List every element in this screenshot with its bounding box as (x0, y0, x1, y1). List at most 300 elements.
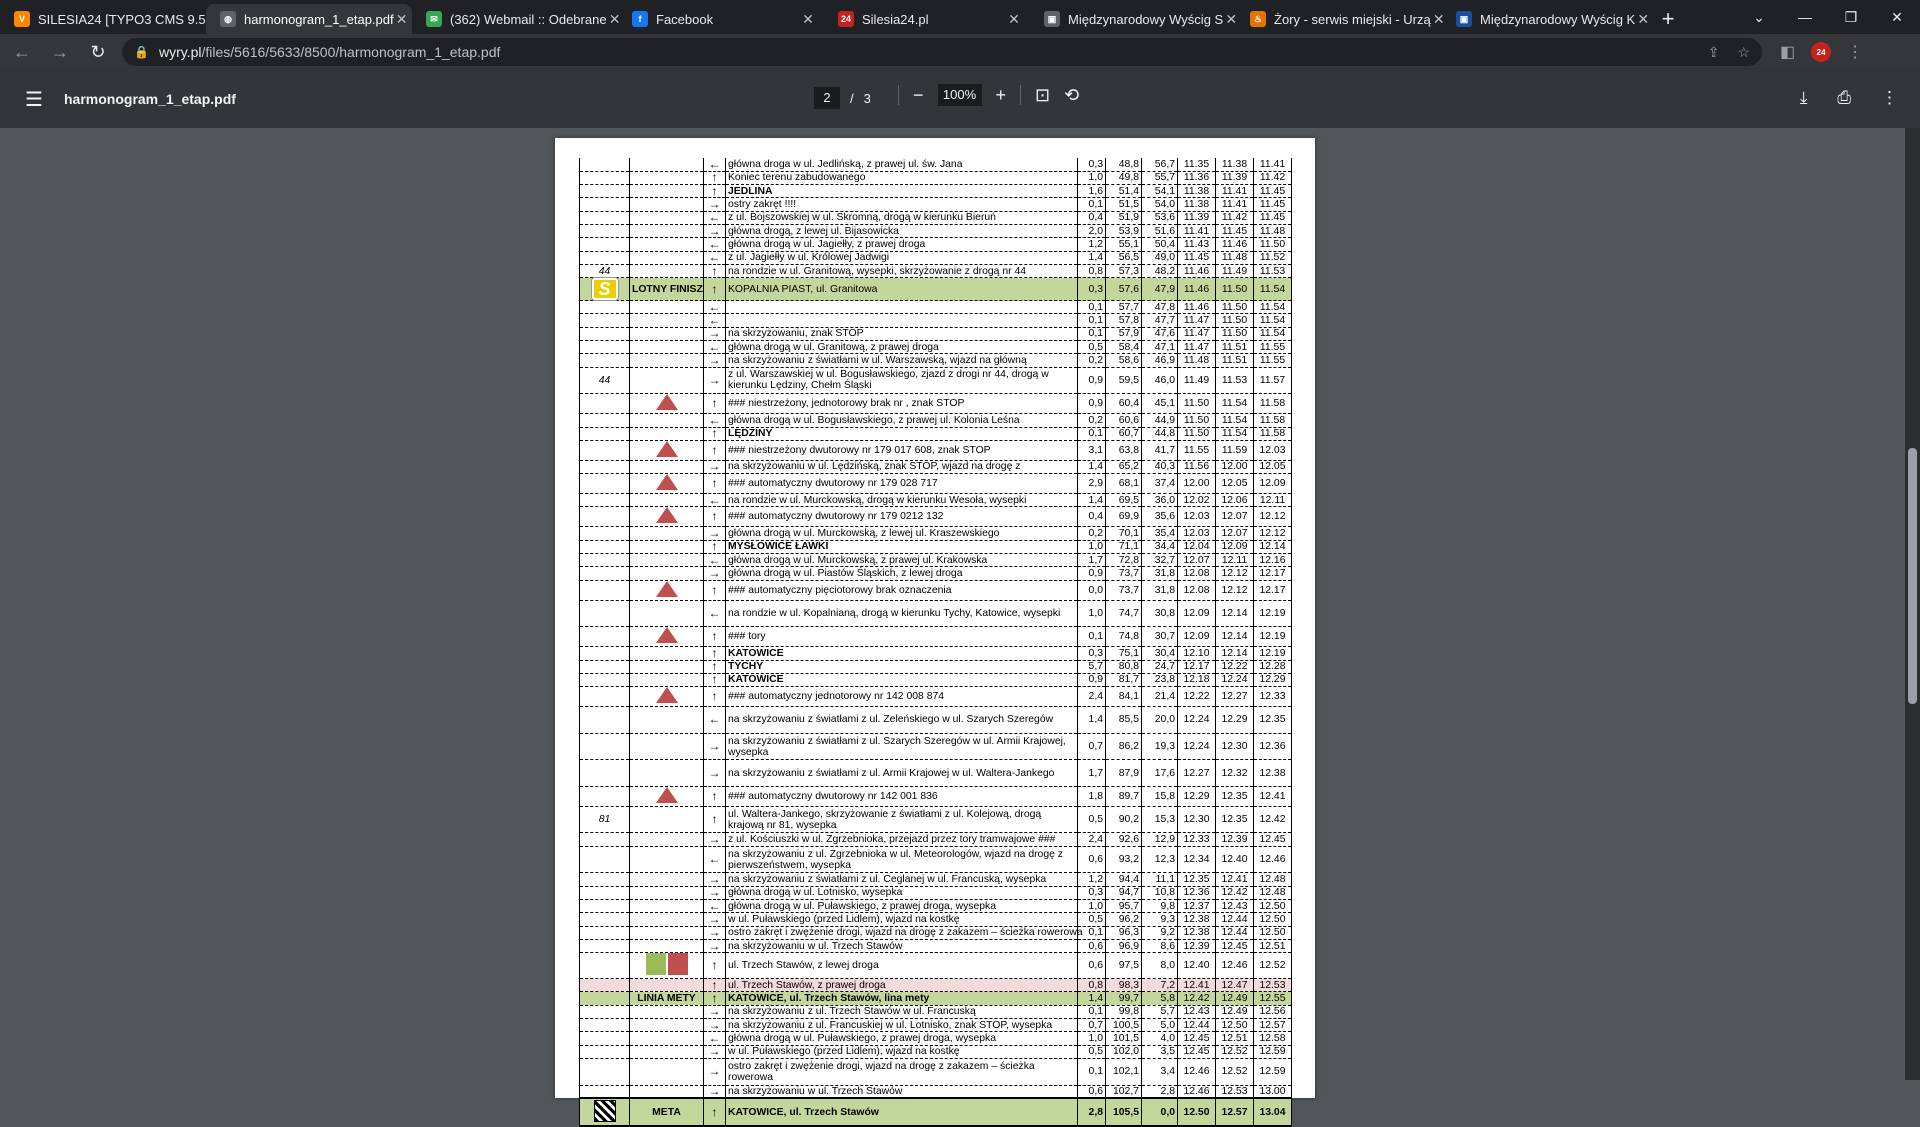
time-fast: 12.39 (1178, 939, 1216, 952)
total-km: 57,7 (1106, 301, 1142, 314)
route-description: Koniec terenu zabudowanego (726, 171, 1078, 184)
rotate-icon[interactable]: ⟲ (1064, 84, 1080, 105)
time-mid: 11.54 (1216, 427, 1254, 440)
page-number-input[interactable]: 2 (814, 87, 840, 109)
remaining-km: 47,7 (1142, 314, 1178, 327)
marker-cell (630, 899, 704, 912)
time-mid: 11.39 (1216, 171, 1254, 184)
route-description: na skrzyżowaniu z światłami z ul. Zeleńskiego w ul. Szarych Szeregów (726, 707, 1078, 734)
remaining-km: 3,5 (1142, 1045, 1178, 1058)
segment-km: 2,0 (1078, 224, 1106, 237)
time-fast: 12.07 (1178, 554, 1216, 567)
time-slow: 12.42 (1254, 806, 1292, 833)
table-row (580, 494, 1292, 507)
vertical-scrollbar[interactable] (1905, 128, 1920, 1080)
bookmark-star-icon[interactable]: ☆ (1737, 43, 1750, 60)
total-km: 89,7 (1106, 786, 1142, 806)
total-km: 94,4 (1106, 873, 1142, 886)
window-controls (1736, 0, 1920, 34)
marker-cell (630, 673, 704, 686)
direction-arrow: → (704, 567, 726, 580)
time-fast: 12.45 (1178, 1045, 1216, 1058)
route-description: główna drogą w ul. Bogusławskiego, z prawej ul. Kolonia Leśna (726, 414, 1078, 427)
divider (898, 85, 899, 105)
share-icon[interactable]: ⇪ (1707, 43, 1720, 60)
time-slow: 11.55 (1254, 354, 1292, 367)
table-row (580, 278, 1292, 301)
litter-bin-icon (646, 953, 666, 975)
direction-arrow: → (704, 1045, 726, 1058)
time-slow: 12.29 (1254, 673, 1292, 686)
time-fast: 11.46 (1178, 301, 1216, 314)
route-description: na skrzyżowaniu z światłami z ul. Szarych Szeregów w ul. Armii Krajowej, wysepka (726, 733, 1078, 760)
table-row (580, 580, 1292, 600)
remaining-km: 47,6 (1142, 327, 1178, 340)
railway-crossing-icon (656, 627, 678, 643)
remaining-km: 31,8 (1142, 567, 1178, 580)
segment-km: 0,6 (1078, 953, 1106, 979)
tab-favicon-icon: 24 (838, 11, 854, 27)
marker-cell (630, 926, 704, 939)
total-km: 72,8 (1106, 554, 1142, 567)
time-slow: 11.57 (1254, 367, 1292, 394)
remaining-km: 12,9 (1142, 833, 1178, 846)
time-mid: 11.51 (1216, 341, 1254, 354)
time-fast: 11.46 (1178, 264, 1216, 277)
zoom-level-input[interactable]: 100% (938, 84, 982, 106)
remaining-km: 3,4 (1142, 1058, 1178, 1085)
marker-cell (630, 251, 704, 264)
total-km: 75,1 (1106, 647, 1142, 660)
time-slow: 11.45 (1254, 185, 1292, 198)
page-total: 3 (863, 90, 871, 106)
time-mid: 11.41 (1216, 185, 1254, 198)
reload-button[interactable]: ↻ (90, 41, 106, 62)
marker-cell (630, 627, 704, 647)
segment-km: 1,4 (1078, 707, 1106, 734)
table-row (580, 567, 1292, 580)
road-number (580, 913, 630, 926)
direction-arrow: ← (704, 707, 726, 734)
table-row (580, 1045, 1292, 1058)
minimize-button[interactable]: — (1798, 9, 1812, 25)
avatar[interactable]: 24 (1811, 42, 1831, 62)
segment-km: 0,1 (1078, 301, 1106, 314)
remaining-km: 23,8 (1142, 673, 1178, 686)
zoom-out-button[interactable]: − (913, 84, 924, 105)
time-fast: 12.09 (1178, 600, 1216, 627)
segment-km: 0,3 (1078, 278, 1106, 301)
remaining-km: 32,7 (1142, 554, 1178, 567)
segment-km: 0,2 (1078, 527, 1106, 540)
segment-km: 1,0 (1078, 171, 1106, 184)
tab-close-icon[interactable]: ✕ (1637, 10, 1650, 27)
time-fast: 11.38 (1178, 198, 1216, 211)
direction-arrow: ← (704, 600, 726, 627)
time-slow: 12.28 (1254, 660, 1292, 673)
browser-tab[interactable] (412, 4, 621, 34)
total-km: 74,8 (1106, 627, 1142, 647)
direction-arrow: ↑ (704, 647, 726, 660)
time-mid: 11.38 (1216, 158, 1254, 171)
section-label: LINIA METY (630, 992, 704, 1005)
tab-title: Silesia24.pl (862, 11, 929, 27)
time-slow: 11.52 (1254, 251, 1292, 264)
tab-close-icon[interactable]: ✕ (608, 10, 621, 27)
table-row (580, 394, 1292, 414)
time-fast: 11.46 (1178, 278, 1216, 301)
railway-crossing-icon (656, 441, 678, 457)
time-fast: 12.37 (1178, 899, 1216, 912)
remaining-km: 12,3 (1142, 846, 1178, 873)
total-km: 73,7 (1106, 580, 1142, 600)
segment-km: 0,9 (1078, 394, 1106, 414)
direction-arrow: ← (704, 238, 726, 251)
route-description: ostry zakręt !!!! (726, 198, 1078, 211)
scrollbar-thumb[interactable] (1908, 448, 1917, 704)
route-description: na skrzyżowaniu z ul. Zgrzebnioka w ul. Meteorologów, wjazd na drogę z pierwszeństwem, wysepka (726, 846, 1078, 873)
time-mid: 12.52 (1216, 1045, 1254, 1058)
browser-tab[interactable] (824, 4, 1030, 34)
segment-km: 0,7 (1078, 1019, 1106, 1032)
route-description: z ul. Jagiełły w ul. Królowej Jadwigi (726, 251, 1078, 264)
route-description: KATOWICE (726, 673, 1078, 686)
time-slow: 11.58 (1254, 414, 1292, 427)
back-button[interactable]: ← (13, 41, 31, 62)
time-fast: 12.03 (1178, 527, 1216, 540)
direction-arrow: ← (704, 1032, 726, 1045)
time-mid: 11.45 (1216, 224, 1254, 237)
direction-arrow: → (704, 354, 726, 367)
time-mid: 11.50 (1216, 301, 1254, 314)
segment-km: 2,4 (1078, 833, 1106, 846)
time-slow: 11.45 (1254, 211, 1292, 224)
total-km: 101,5 (1106, 1032, 1142, 1045)
waste-zone-icons (646, 967, 688, 978)
time-slow: 12.19 (1254, 600, 1292, 627)
road-number (580, 185, 630, 198)
marker-cell (630, 833, 704, 846)
road-number (580, 899, 630, 912)
total-km: 70,1 (1106, 527, 1142, 540)
segment-km: 0,1 (1078, 627, 1106, 647)
hamburger-menu-icon[interactable]: ☰ (25, 88, 43, 111)
marker-cell (630, 1005, 704, 1018)
print-icon[interactable]: ⎙ (1837, 88, 1851, 107)
time-fast: 12.40 (1178, 953, 1216, 979)
remaining-km: 40,3 (1142, 460, 1178, 473)
time-fast: 11.50 (1178, 414, 1216, 427)
browser-tab[interactable] (1442, 4, 1648, 34)
segment-km: 0,5 (1078, 1045, 1106, 1058)
total-km: 84,1 (1106, 687, 1142, 707)
time-mid: 12.05 (1216, 474, 1254, 494)
page-selector (814, 87, 871, 109)
more-options-icon[interactable]: ⋮ (1881, 88, 1898, 107)
table-row (580, 440, 1292, 460)
schedule-table (579, 158, 1292, 1127)
browser-tab[interactable] (206, 4, 412, 34)
road-number (580, 926, 630, 939)
marker-cell (630, 507, 704, 527)
time-fast: 12.35 (1178, 873, 1216, 886)
direction-arrow: ↑ (704, 540, 726, 553)
segment-km: 1,8 (1078, 786, 1106, 806)
road-number (580, 171, 630, 184)
time-fast: 11.49 (1178, 367, 1216, 394)
direction-arrow: ↑ (704, 806, 726, 833)
marker-cell (630, 527, 704, 540)
remaining-km: 30,8 (1142, 600, 1178, 627)
direction-arrow: ← (704, 251, 726, 264)
marker-cell (630, 953, 704, 979)
time-fast: 11.47 (1178, 341, 1216, 354)
route-description: JEDLINA (726, 185, 1078, 198)
total-km: 57,6 (1106, 278, 1142, 301)
direction-arrow: ← (704, 211, 726, 224)
time-fast: 11.56 (1178, 460, 1216, 473)
time-mid: 11.41 (1216, 198, 1254, 211)
time-fast: 11.48 (1178, 354, 1216, 367)
road-number (580, 341, 630, 354)
railway-crossing-icon (656, 507, 678, 523)
marker-cell (630, 1019, 704, 1032)
time-fast: 12.43 (1178, 1005, 1216, 1018)
road-number (580, 278, 630, 301)
segment-km: 0,6 (1078, 939, 1106, 952)
total-km: 99,8 (1106, 1005, 1142, 1018)
road-number (580, 707, 630, 734)
direction-arrow: ← (704, 414, 726, 427)
time-fast: 12.09 (1178, 627, 1216, 647)
road-number (580, 158, 630, 171)
total-km: 98,3 (1106, 979, 1142, 992)
route-description: z ul. Warszawskiej w ul. Bogusławskiego, zjazd z drogi nr 44, drogą w kierunku Lędziny, Chełm Śląski (726, 367, 1078, 394)
road-number (580, 567, 630, 580)
direction-arrow: → (704, 527, 726, 540)
table-row (580, 1005, 1292, 1018)
tab-close-icon[interactable]: ✕ (1432, 10, 1445, 27)
total-km: 97,5 (1106, 953, 1142, 979)
time-fast: 12.17 (1178, 660, 1216, 673)
road-number (580, 198, 630, 211)
fit-page-icon[interactable]: ⊡ (1035, 84, 1051, 105)
tab-title: (362) Webmail :: Odebrane (450, 11, 607, 27)
time-slow: 13.00 (1254, 1085, 1292, 1098)
marker-cell (630, 600, 704, 627)
direction-arrow: ↑ (704, 627, 726, 647)
table-row (580, 171, 1292, 184)
segment-km: 1,0 (1078, 1032, 1106, 1045)
total-km: 57,3 (1106, 264, 1142, 277)
time-slow: 12.16 (1254, 554, 1292, 567)
table-row (580, 660, 1292, 673)
tab-close-icon[interactable]: ✕ (1225, 10, 1238, 27)
time-mid: 12.57 (1216, 1098, 1254, 1126)
download-icon[interactable]: ⤓ (1799, 88, 1808, 107)
time-mid: 12.46 (1216, 953, 1254, 979)
url-host: wyry.pl (158, 44, 202, 60)
remaining-km: 9,2 (1142, 926, 1178, 939)
table-row (580, 1019, 1292, 1032)
total-km: 93,2 (1106, 846, 1142, 873)
direction-arrow: → (704, 873, 726, 886)
road-number (580, 833, 630, 846)
browser-tab[interactable] (0, 4, 206, 34)
segment-km: 0,6 (1078, 846, 1106, 873)
pdf-viewer[interactable] (0, 128, 1920, 1119)
marker-cell (630, 567, 704, 580)
road-number (580, 939, 630, 952)
route-description: w ul. Puławskiego (przed Lidlem), wjazd na kostkę (726, 1045, 1078, 1058)
url-path: /files/5616/5633/8500/harmonogram_1_etap.pdf (201, 44, 501, 60)
time-mid: 11.51 (1216, 354, 1254, 367)
time-mid: 12.27 (1216, 687, 1254, 707)
road-number (580, 354, 630, 367)
marker-cell (630, 474, 704, 494)
tab-title: Międzynarodowy Wyścig S (1068, 11, 1224, 27)
lock-icon[interactable]: 🔒 (134, 45, 149, 59)
route-description: ### automatyczny dwutorowy nr 142 001 836 (726, 786, 1078, 806)
segment-km: 1,2 (1078, 238, 1106, 251)
browser-tab[interactable] (1030, 4, 1236, 34)
remaining-km: 36,0 (1142, 494, 1178, 507)
remaining-km: 5,8 (1142, 992, 1178, 1005)
segment-km: 0,5 (1078, 341, 1106, 354)
marker-cell (630, 1045, 704, 1058)
route-description: ostro zakręt i zwężenie drogi, wjazd na drogę z zakazem – ścieżka rowerowa (726, 926, 1078, 939)
table-row (580, 427, 1292, 440)
zoom-controls (898, 84, 1079, 106)
time-mid: 12.32 (1216, 760, 1254, 787)
time-slow: 11.48 (1254, 224, 1292, 237)
menu-kebab-icon[interactable]: ⋮ (1847, 44, 1864, 61)
time-fast: 12.24 (1178, 733, 1216, 760)
direction-arrow: ↑ (704, 474, 726, 494)
time-slow: 12.51 (1254, 939, 1292, 952)
marker-cell (630, 211, 704, 224)
time-slow: 12.50 (1254, 899, 1292, 912)
marker-cell (630, 440, 704, 460)
time-fast: 11.43 (1178, 238, 1216, 251)
direction-arrow: ↑ (704, 580, 726, 600)
marker-cell (630, 687, 704, 707)
time-slow: 12.52 (1254, 953, 1292, 979)
time-fast: 12.33 (1178, 833, 1216, 846)
marker-cell (630, 301, 704, 314)
time-mid: 11.50 (1216, 327, 1254, 340)
time-fast: 12.38 (1178, 913, 1216, 926)
direction-arrow: → (704, 198, 726, 211)
route-description: na skrzyżowaniu, znak STOP (726, 327, 1078, 340)
direction-arrow: ↑ (704, 979, 726, 992)
route-description: KATOWICE (726, 647, 1078, 660)
browser-tab[interactable] (618, 4, 824, 34)
route-description: główna drogą w ul. Puławskiego, z prawej droga, wysepka (726, 1032, 1078, 1045)
tab-favicon-icon: f (632, 11, 648, 27)
restore-button[interactable]: ❐ (1844, 8, 1858, 25)
pdf-toolbar (0, 70, 1920, 128)
route-description: główna drogą w ul. Murckowską, z lewej ul. Kraszewskiego (726, 527, 1078, 540)
time-slow: 12.41 (1254, 786, 1292, 806)
road-number (580, 554, 630, 567)
time-slow: 12.59 (1254, 1058, 1292, 1085)
road-number (580, 1045, 630, 1058)
segment-km: 5,7 (1078, 660, 1106, 673)
road-number (580, 600, 630, 627)
time-slow: 12.19 (1254, 627, 1292, 647)
segment-km: 0,6 (1078, 1085, 1106, 1098)
time-mid: 12.45 (1216, 939, 1254, 952)
marker-cell (630, 707, 704, 734)
table-row (580, 1032, 1292, 1045)
close-window-button[interactable]: ✕ (1891, 8, 1903, 25)
tab-close-icon[interactable]: ✕ (1008, 10, 1020, 27)
forward-button[interactable]: → (51, 41, 69, 62)
time-fast: 12.29 (1178, 786, 1216, 806)
time-fast: 12.41 (1178, 979, 1216, 992)
remaining-km: 8,6 (1142, 939, 1178, 952)
route-description: ostro zakręt i zwężenie drogi, wjazd na drogę z zakazem – ścieżka rowerowa (726, 1058, 1078, 1085)
tab-close-icon[interactable]: ✕ (395, 10, 408, 27)
table-row (580, 913, 1292, 926)
remaining-km: 9,8 (1142, 899, 1178, 912)
tab-close-icon[interactable]: ✕ (802, 10, 814, 27)
table-row (580, 873, 1292, 886)
time-mid: 12.49 (1216, 1005, 1254, 1018)
remaining-km: 47,9 (1142, 278, 1178, 301)
time-mid: 12.07 (1216, 507, 1254, 527)
url-input[interactable] (122, 38, 1762, 66)
zoom-in-button[interactable]: + (995, 84, 1007, 105)
road-number (580, 224, 630, 237)
new-tab-button[interactable]: + (1661, 6, 1675, 31)
time-mid: 11.54 (1216, 394, 1254, 414)
marker-cell (630, 427, 704, 440)
table-row (580, 554, 1292, 567)
total-km: 105,5 (1106, 1098, 1142, 1126)
tab-search-icon[interactable]: ⌄ (1753, 8, 1765, 25)
remaining-km: 17,6 (1142, 760, 1178, 787)
time-slow: 12.59 (1254, 1045, 1292, 1058)
road-number (580, 327, 630, 340)
table-row (580, 953, 1292, 979)
remaining-km: 46,9 (1142, 354, 1178, 367)
side-panel-icon[interactable]: ◧ (1780, 44, 1796, 61)
tab-title: SILESIA24 [TYPO3 CMS 9.5 (38, 11, 206, 27)
time-mid: 12.53 (1216, 1085, 1254, 1098)
direction-arrow: → (704, 1058, 726, 1085)
direction-arrow: → (704, 760, 726, 787)
route-description: na skrzyżowaniu z ul. Trzech Stawów w ul. Francuską (726, 1005, 1078, 1018)
road-number (580, 474, 630, 494)
segment-km: 0,1 (1078, 1005, 1106, 1018)
time-mid: 12.39 (1216, 833, 1254, 846)
time-fast: 12.22 (1178, 687, 1216, 707)
route-description: główna drogą w ul. Murckowską, z prawej ul. Krakowska (726, 554, 1078, 567)
finish-flag-icon (594, 1100, 616, 1122)
segment-km: 0,2 (1078, 354, 1106, 367)
tab-title: Facebook (656, 11, 714, 27)
table-row (580, 185, 1292, 198)
remaining-km: 15,3 (1142, 806, 1178, 833)
time-mid: 12.14 (1216, 600, 1254, 627)
railway-crossing-icon (656, 394, 678, 410)
total-km: 71,1 (1106, 540, 1142, 553)
browser-tab[interactable] (1236, 4, 1445, 34)
time-mid: 12.12 (1216, 580, 1254, 600)
road-number (580, 687, 630, 707)
